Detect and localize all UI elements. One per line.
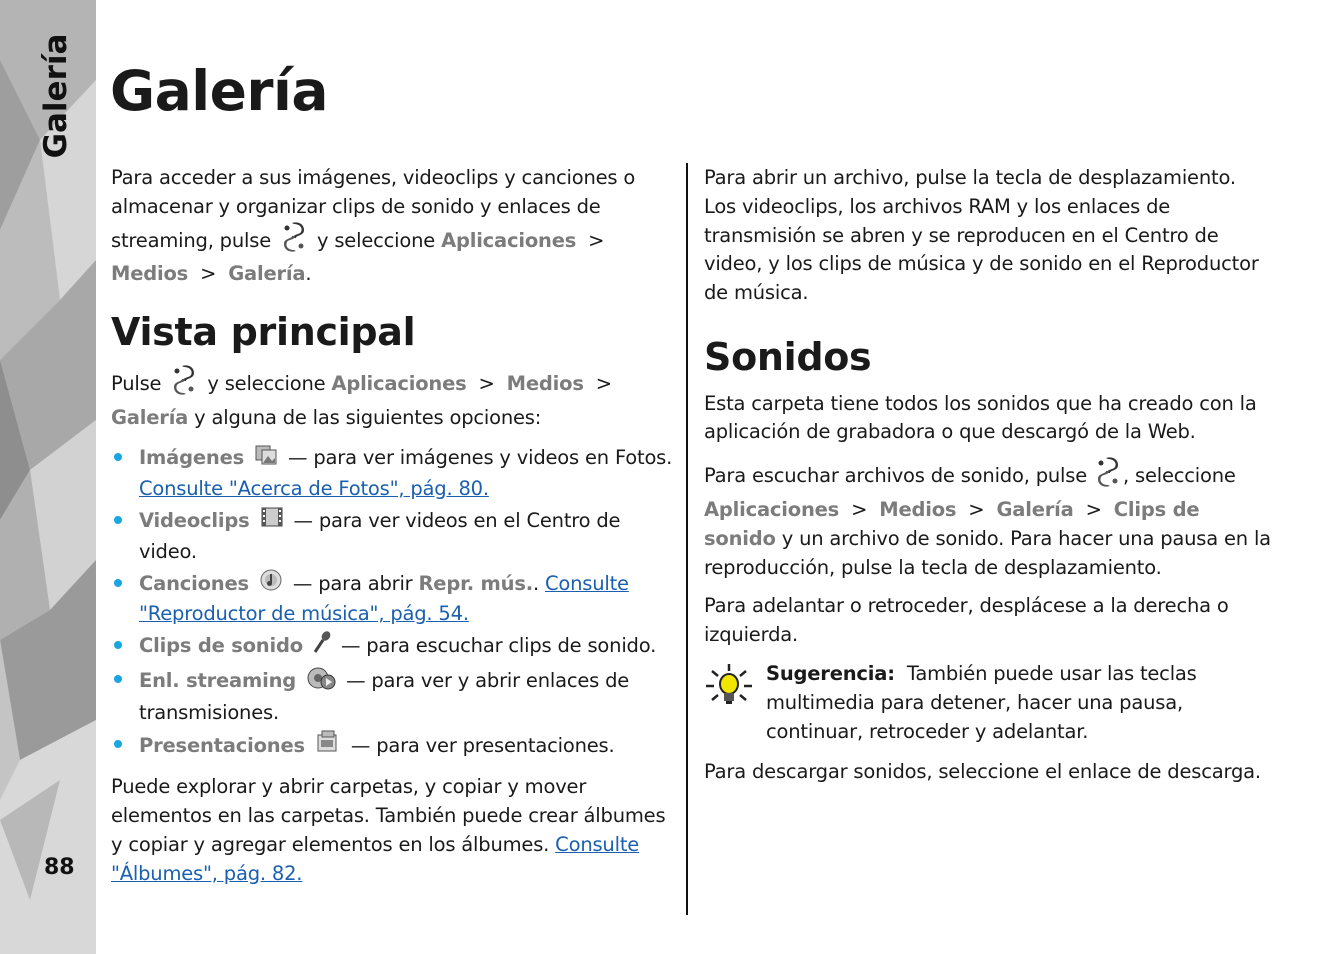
- bullet: [114, 675, 122, 683]
- link-albumes[interactable]: Consulte "Álbumes", pág. 82.: [111, 833, 640, 885]
- menu-key-icon: [281, 222, 307, 261]
- options-list: [111, 442, 677, 763]
- sidebar-title: Galería: [38, 33, 74, 159]
- tip-box: [704, 660, 1272, 746]
- forward-paragraph: Para adelantar o retroceder, desplácese a la derecha o izquierda.: [704, 594, 1229, 647]
- list-item: Presentaciones — para ver presentaciones.: [111, 729, 677, 764]
- right-column: [704, 164, 1272, 797]
- intro-text-2: y seleccione: [317, 228, 436, 252]
- menu-galeria: Galería: [111, 405, 189, 429]
- download-paragraph: Para descargar sonidos, seleccione el enlace de descarga.: [704, 760, 1261, 784]
- link-reproductor-de-musica[interactable]: Consulte "Reproductor de música", pág. 54.: [139, 571, 629, 626]
- bullet: [114, 579, 122, 587]
- list-item: Canciones — para abrir Repr. mús.. Consulte "Reproductor de música", pág. 54.: [111, 568, 677, 630]
- listen-paragraph: Para escuchar archivos de sonido, pulse , seleccione Aplicaciones > Medios > Galería > Clips de sonido y un archivo de sonido. Para hacer una pausa en la reproducción, pulse la tecla de desplazamiento.: [704, 457, 1272, 582]
- intro-paragraph: Para acceder a sus imágenes, videoclips y canciones o almacenar y organizar clips de sonido y enlaces de streaming, pulse y seleccione Aplicaciones > Medios > Galería.: [111, 166, 636, 286]
- side-tab: [0, 0, 96, 954]
- bullet: [114, 453, 122, 461]
- menu-aplicaciones: Aplicaciones: [441, 228, 577, 252]
- menu-medios: Medios: [111, 262, 189, 286]
- images-icon: [254, 442, 278, 475]
- list-item: Enl. streaming — para ver y abrir enlaces de transmisiones.: [111, 664, 677, 728]
- menu-key-icon: [171, 365, 197, 404]
- intro-text: Para acceder a sus imágenes, videoclips y canciones o almacenar y organizar clips de sonido y enlaces de streaming, pulse: [111, 166, 636, 252]
- open-file-paragraph: Para abrir un archivo, pulse la tecla de desplazamiento. Los videoclips, los archivos RAM y los enlaces de transmisión se abren y se reproducen en el Centro de video, y los clips de música y de sonido en el Reproductor de música.: [704, 166, 1259, 305]
- list-item: Clips de sonido — para escuchar clips de sonido.: [111, 630, 677, 663]
- list-item: Videoclips — para ver videos en el Centro de video.: [111, 505, 677, 567]
- menu-clips-de-sonido: Clips de sonido: [704, 498, 1200, 550]
- page-title: Galería: [110, 59, 329, 123]
- left-column: [111, 164, 677, 899]
- menu-galeria: Galería: [228, 262, 306, 286]
- videoclips-icon: [260, 505, 284, 538]
- tip-bulb-icon: [704, 662, 754, 717]
- list-item: Imágenes — para ver imágenes y videos en Fotos. Consulte "Acerca de Fotos", pág. 80.: [111, 442, 677, 504]
- heading-vista-principal: Vista principal: [111, 310, 416, 355]
- tip-text: También puede usar las teclas multimedia para detener, hacer una pausa, continuar, retroceder y adelantar.: [766, 662, 1197, 743]
- bullet: [114, 641, 122, 649]
- outro-paragraph: Puede explorar y abrir carpetas, y copiar y mover elementos en las carpetas. También puede crear álbumes y copiar y agregar elementos en los álbumes. Consulte "Álbumes", pág. 82.: [111, 775, 666, 885]
- menu-galeria: Galería: [996, 498, 1074, 522]
- menu-key-icon: [1095, 457, 1121, 496]
- link-acerca-de-fotos[interactable]: Consulte "Acerca de Fotos", pág. 80.: [139, 477, 489, 501]
- menu-medios: Medios: [879, 498, 957, 522]
- bullet: [114, 740, 122, 748]
- column-divider: [686, 163, 688, 915]
- songs-icon: [259, 568, 283, 601]
- menu-medios: Medios: [506, 371, 584, 395]
- menu-repr-mus: Repr. mús.: [418, 571, 533, 595]
- sound-clips-icon: [311, 630, 333, 663]
- menu-aplicaciones: Aplicaciones: [331, 371, 467, 395]
- bullet: [114, 516, 122, 524]
- tip-label: Sugerencia:: [766, 662, 895, 686]
- presentations-icon: [315, 729, 341, 764]
- vista-intro-paragraph: Pulse y seleccione Aplicaciones > Medios > Galería y alguna de las siguientes opciones:: [111, 365, 677, 433]
- page-number: 88: [44, 855, 75, 880]
- sonidos-paragraph: Esta carpeta tiene todos los sonidos que ha creado con la aplicación de grabadora o que descargó de la Web.: [704, 391, 1257, 444]
- heading-sonidos: Sonidos: [704, 334, 872, 379]
- menu-aplicaciones: Aplicaciones: [704, 498, 840, 522]
- streaming-links-icon: [306, 664, 336, 699]
